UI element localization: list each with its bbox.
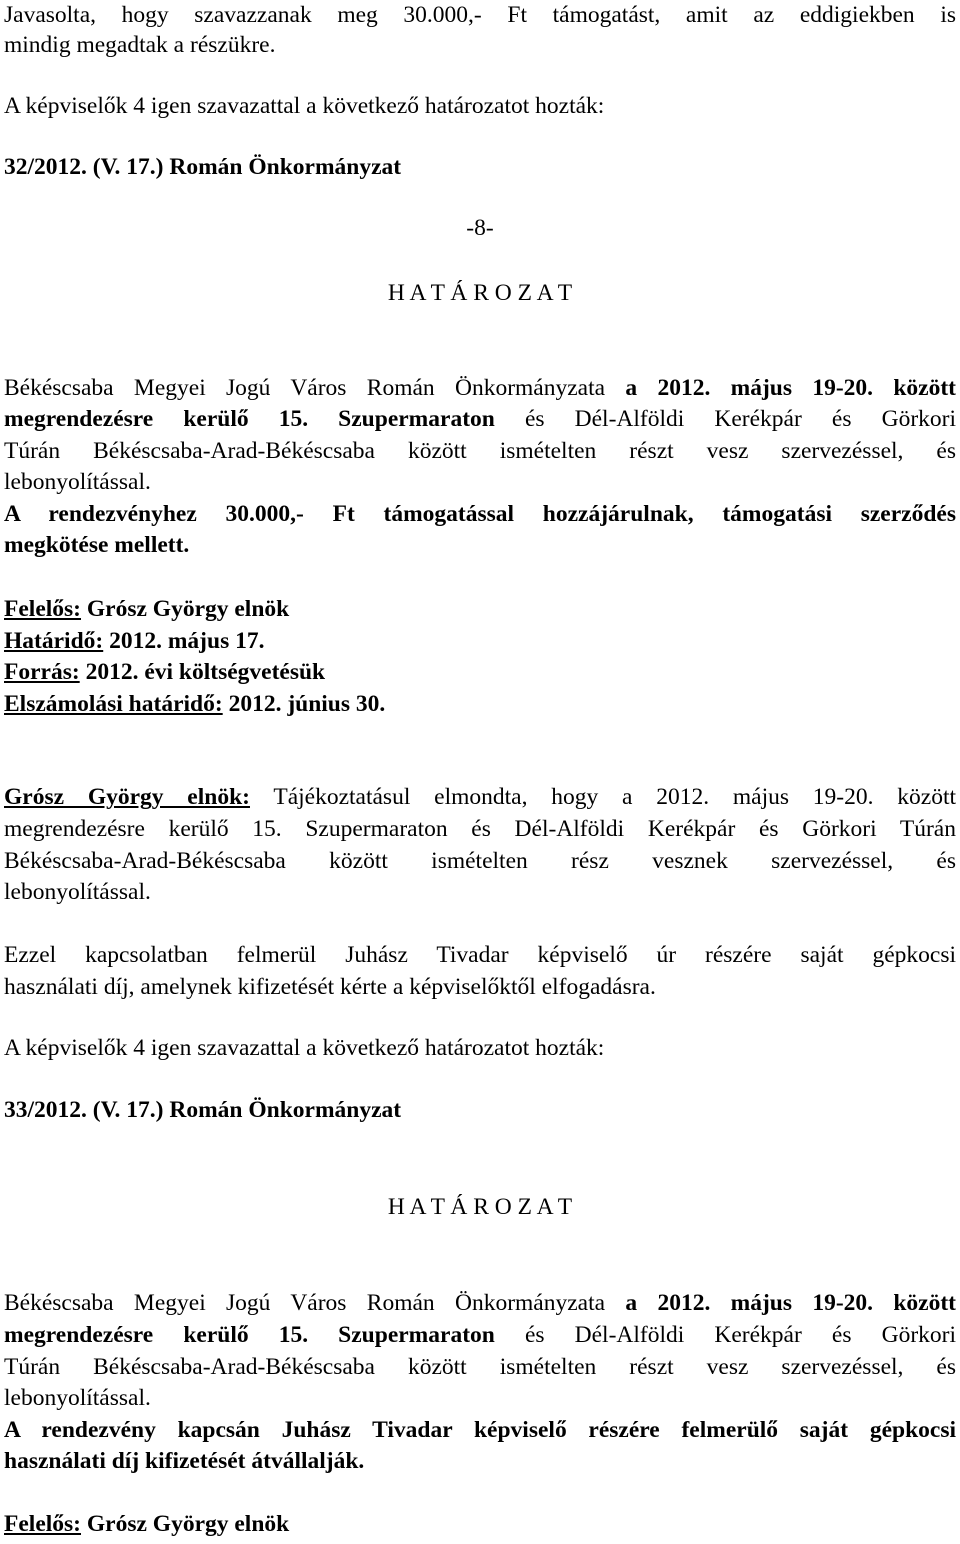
settlement-label: Elszámolási határidő: [4, 691, 223, 717]
resolution-2-line-1 [4, 1288, 956, 1320]
resolution-1-line-1 [4, 373, 956, 405]
resolution-2-line-4: lebonyolítással. [4, 1385, 151, 1411]
resolution-1-line-6: megkötése mellett. [4, 532, 190, 558]
source-label: Forrás: [4, 659, 80, 685]
info-line-4: lebonyolítással. [4, 879, 151, 905]
resolution-1-responsible [4, 594, 289, 626]
resolution-1-line-3: Túrán Békéscsaba-Arad-Békéscsaba között ismételten részt vesz szervezéssel, és [4, 438, 956, 464]
resolution-2-line-5: A rendezvény kapcsán Juhász Tivadar képviselő részére felmerülő saját gépkocsi [4, 1417, 956, 1443]
source-value: 2012. évi költségvetésük [79, 659, 326, 685]
vote-statement-2: A képviselők 4 igen szavazattal a következő határozatot hozták: [4, 1035, 605, 1061]
deadline-value: 2012. május 17. [103, 628, 265, 654]
resolution-1-line-5: A rendezvényhez 30.000,- Ft támogatással hozzájárulnak, támogatási szerződés [4, 501, 956, 527]
resolution-2-heading: H A T Á R O Z A T [387, 1194, 573, 1220]
info-line-1-rest: Tájékoztatásul elmondta, hogy a 2012. május 19-20. között [249, 784, 957, 810]
resolution-2-line-1-a: Békéscsaba Megyei Jogú Város Román Önkormányzata [4, 1290, 626, 1316]
resolution-1-line-1-a: Békéscsaba Megyei Jogú Város Román Önkormányzata [4, 375, 626, 401]
resolution-1-number: 32/2012. (V. 17.) Román Önkormányzat [4, 154, 402, 180]
resolution-2-line-2 [4, 1320, 956, 1352]
resolution-2-line-2-b: és Dél-Alföldi Kerékpár és Görkori [494, 1322, 956, 1348]
resolution-1-line-2 [4, 404, 956, 436]
intro-line-2: mindig megadtak a részükre. [4, 32, 276, 58]
resolution-1-line-2-b: és Dél-Alföldi Kerékpár és Görkori [494, 406, 956, 432]
resolution-1-line-4: lebonyolítással. [4, 469, 151, 495]
info-speaker: Grósz György elnök: [4, 784, 250, 810]
resolution-1-deadline [4, 626, 264, 658]
resolution-2-line-1-b: a 2012. május 19-20. között [625, 1290, 956, 1316]
info-line-2: megrendezésre kerülő 15. Szupermaraton és Dél-Alföldi Kerékpár és Görkori Túrán [4, 816, 956, 842]
settlement-value: 2012. június 30. [222, 691, 386, 717]
resolution-1-line-1-b: a 2012. május 19-20. között [625, 375, 956, 401]
responsible-label-2: Felelős: [4, 1511, 81, 1537]
resolution-2-line-6: használati díj kifizetését átvállalják. [4, 1448, 365, 1474]
info-line-3: Békéscsaba-Arad-Békéscsaba között ismételten rész vesznek szervezéssel, és [4, 848, 956, 874]
resolution-2-responsible [4, 1509, 289, 1541]
vote-statement-1: A képviselők 4 igen szavazattal a következő határozatot hozták: [4, 93, 605, 119]
intro-line-1: Javasolta, hogy szavazzanak meg 30.000,- Ft támogatást, amit az eddigiekben is [4, 2, 956, 28]
responsible-value-2: Grósz György elnök [81, 1511, 290, 1537]
resolution-2-line-2-a: megrendezésre kerülő 15. Szupermaraton [4, 1322, 495, 1348]
deadline-label: Határidő: [4, 628, 104, 654]
resolution-1-settlement [4, 689, 385, 721]
resolution-2-line-3: Túrán Békéscsaba-Arad-Békéscsaba között ismételten részt vesz szervezéssel, és [4, 1354, 956, 1380]
note-line-1: Ezzel kapcsolatban felmerül Juhász Tivadar képviselő úr részére saját gépkocsi [4, 942, 956, 968]
resolution-1-line-2-a: megrendezésre kerülő 15. Szupermaraton [4, 406, 495, 432]
page-number: -8- [466, 215, 494, 241]
resolution-1-source [4, 657, 325, 689]
resolution-1-heading: H A T Á R O Z A T [387, 280, 573, 306]
responsible-label: Felelős: [4, 596, 81, 622]
responsible-value: Grósz György elnök [81, 596, 290, 622]
note-line-2: használati díj, amelynek kifizetését kérte a képviselőktől elfogadásra. [4, 974, 656, 1000]
info-line-1 [4, 782, 956, 814]
resolution-2-number: 33/2012. (V. 17.) Román Önkormányzat [4, 1097, 402, 1123]
